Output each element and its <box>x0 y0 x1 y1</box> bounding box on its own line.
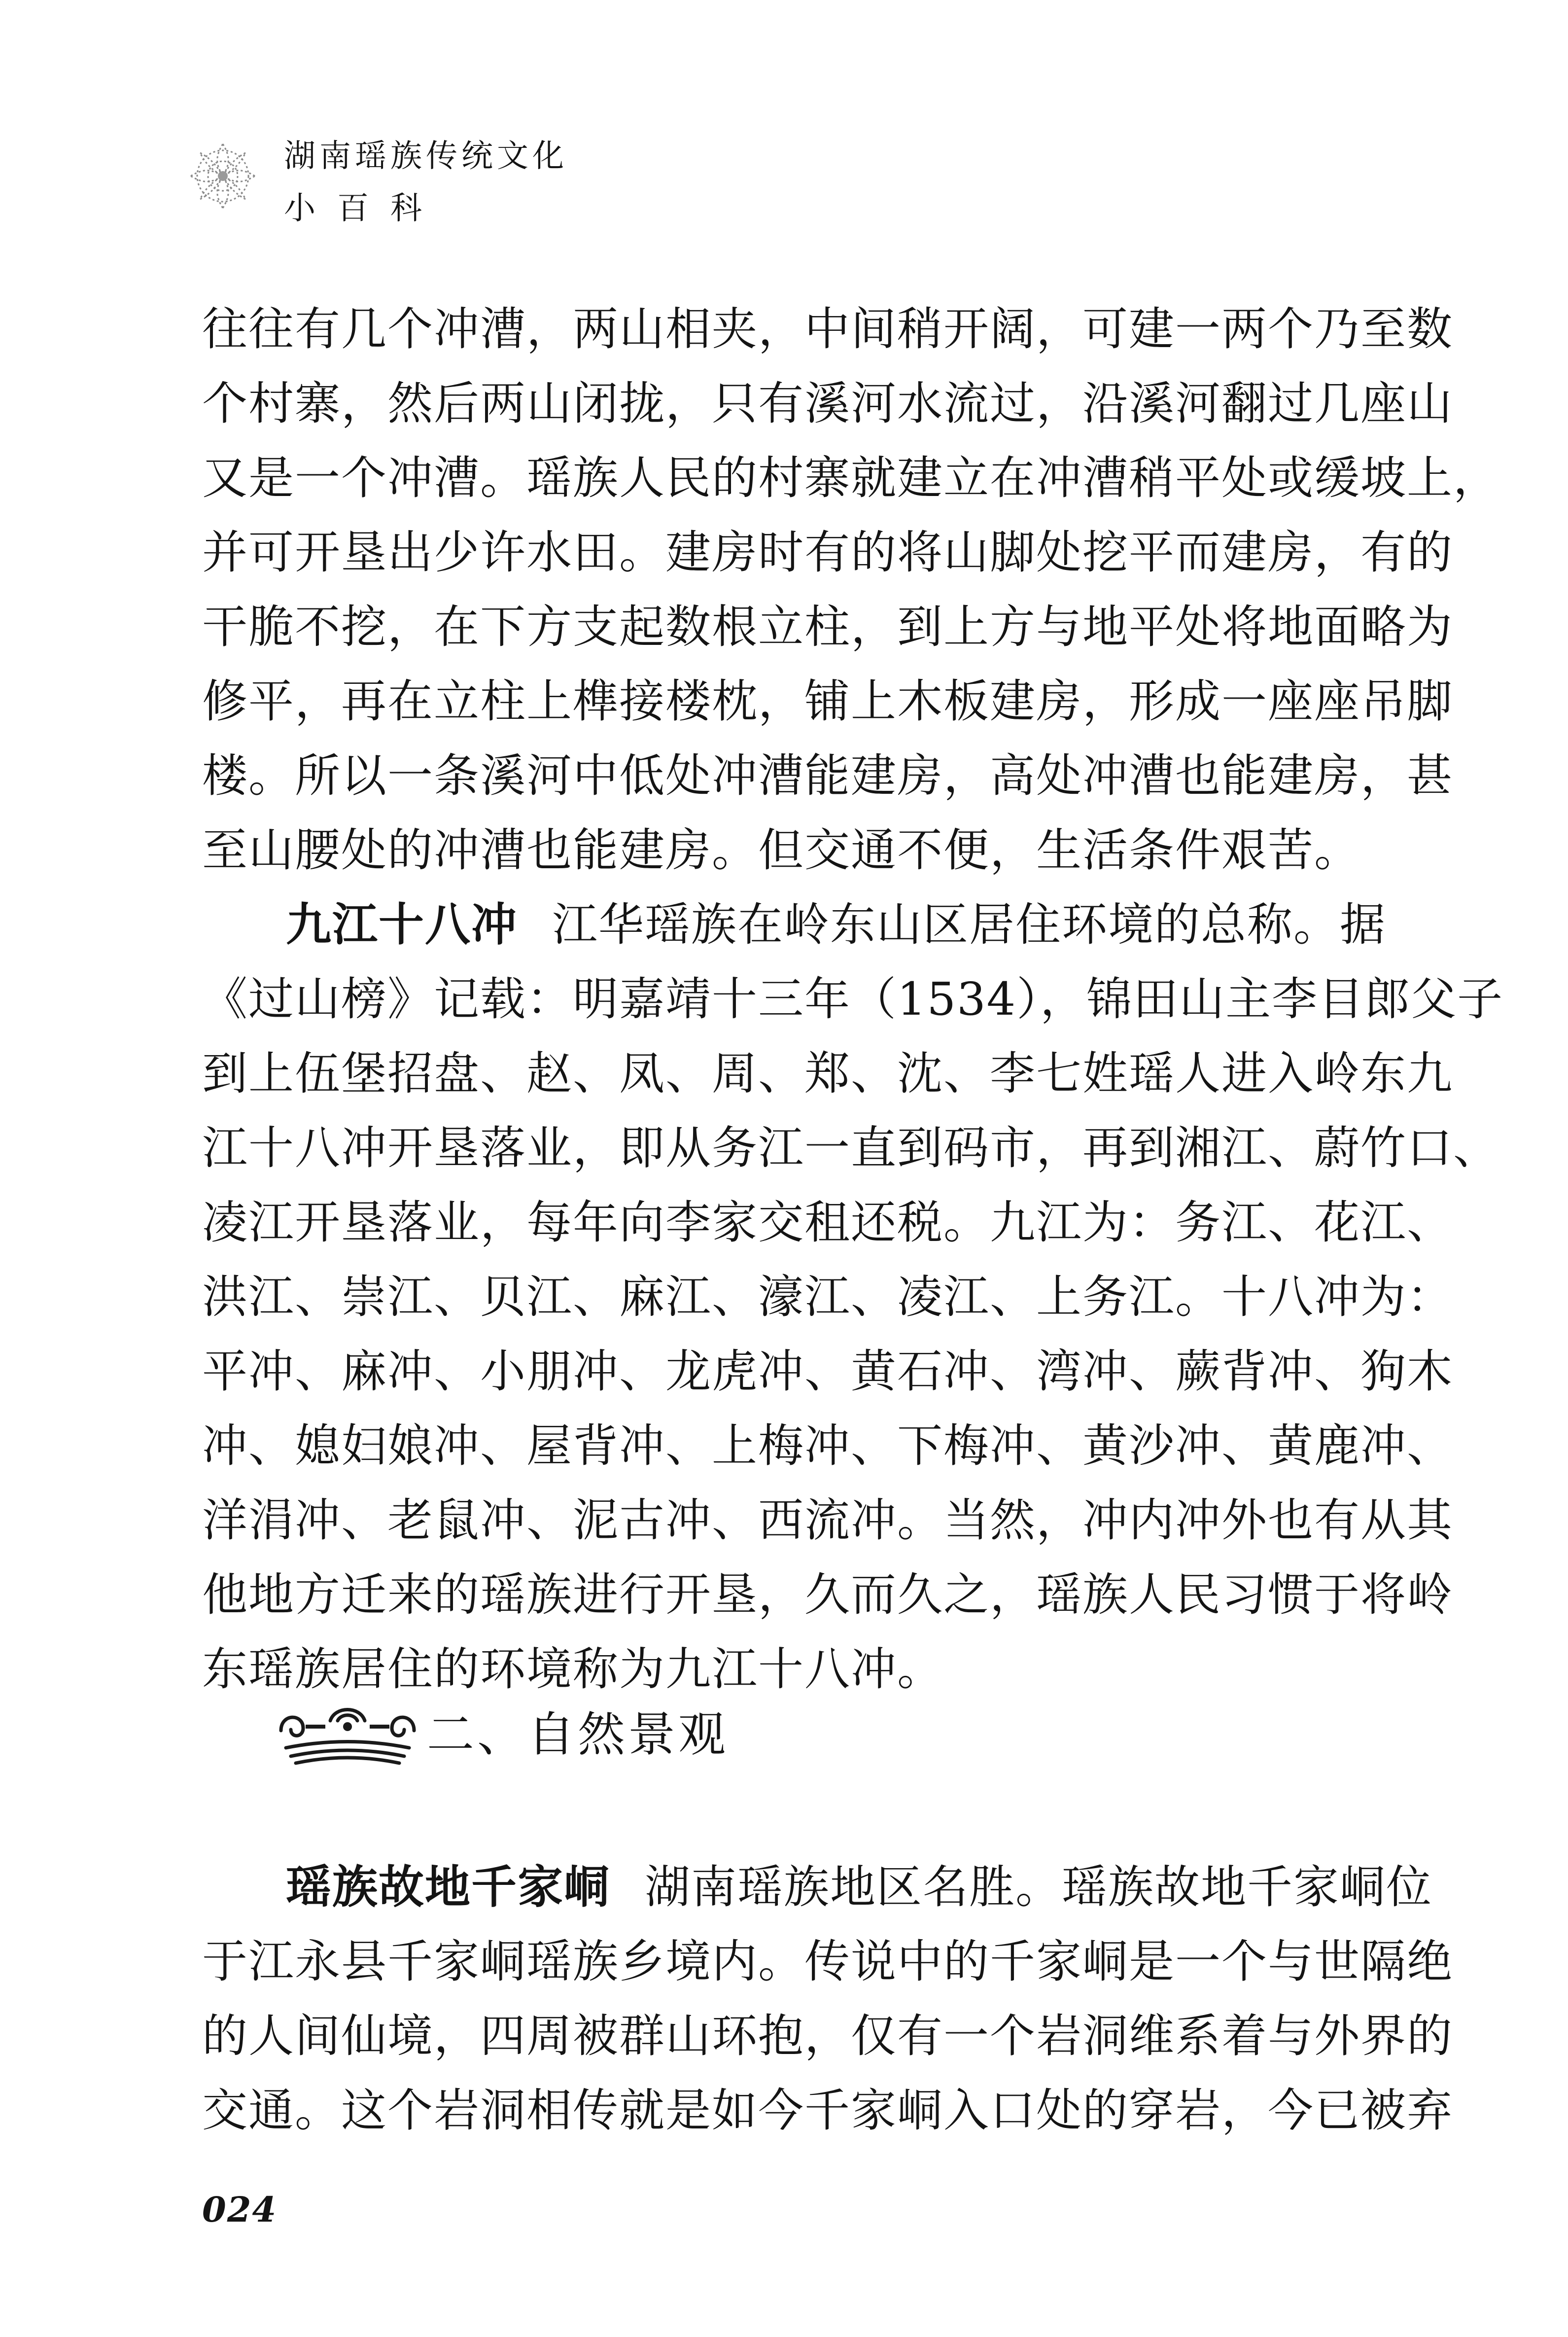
entry-definition-start: 湖南瑶族地区名胜。瑶族故地千家峒位 <box>645 1861 1433 1913</box>
text-line: 到上伍堡招盘、赵、凤、周、郑、沈、李七姓瑶人进入岭东九 <box>202 1047 1454 1100</box>
book-title: 湖南瑶族传统文化 <box>284 138 568 175</box>
text-line: 于江永县千家峒瑶族乡境内。传说中的千家峒是一个与世隔绝 <box>202 1935 1454 1988</box>
text-line: 修平，再在立柱上榫接楼枕，铺上木板建房，形成一座座吊脚 <box>202 675 1454 728</box>
section-title: 二、自然景观 <box>427 1707 729 1762</box>
text-line: 凌江开垦落业，每年向李家交租还税。九江为：务江、花江、 <box>202 1196 1454 1249</box>
text-line: 他地方迁来的瑶族进行开垦，久而久之，瑶族人民习惯于将岭 <box>202 1568 1454 1621</box>
text-line: 往往有几个冲漕，两山相夹，中间稍开阔，可建一两个乃至数 <box>202 303 1454 355</box>
text-line: 《过山榜》记载：明嘉靖十三年（1534），锦田山主李目郎父子 <box>202 973 1504 1026</box>
cloud-scroll-ornament-icon <box>276 1701 419 1765</box>
entry-term: 瑶族故地千家峒 <box>286 1861 611 1913</box>
book-subtitle: 小百科 <box>284 190 444 227</box>
text-line: 平冲、麻冲、小朋冲、龙虎冲、黄石冲、湾冲、蕨背冲、狗木 <box>202 1345 1454 1398</box>
paragraph-continuation <box>202 292 1500 887</box>
text-line: 洋涓冲、老鼠冲、泥古冲、西流冲。当然，冲内冲外也有从其 <box>202 1494 1454 1547</box>
entry-jiujiang-shibachong <box>202 887 1504 1706</box>
entry-definition-start: 江华瑶族在岭东山区居住环境的总称。据 <box>552 898 1387 951</box>
entry-qianjiadong <box>202 1850 1454 2148</box>
running-header <box>177 118 621 237</box>
text-line: 洪江、崇江、贝江、麻江、濠江、凌江、上务江。十八冲为： <box>202 1271 1454 1323</box>
section-heading <box>276 1696 868 1770</box>
entry-first-line <box>202 887 1387 962</box>
text-line: 并可开垦出少许水田。建房时有的将山脚处挖平而建房，有的 <box>202 526 1454 579</box>
floral-emblem-icon <box>183 134 262 218</box>
entry-first-line <box>202 1850 1433 1924</box>
text-line: 又是一个冲漕。瑶族人民的村寨就建立在冲漕稍平处或缓坡上， <box>202 452 1500 504</box>
text-line: 冲、媳妇娘冲、屋背冲、上梅冲、下梅冲、黄沙冲、黄鹿冲、 <box>202 1419 1454 1472</box>
text-line: 至山腰处的冲漕也能建房。但交通不便，生活条件艰苦。 <box>202 824 1361 877</box>
text-line: 个村寨，然后两山闭拢，只有溪河水流过，沿溪河翻过几座山 <box>202 377 1454 430</box>
page-number: 024 <box>202 2189 278 2230</box>
text-line: 交通。这个岩洞相传就是如今千家峒入口处的穿岩，今已被弃 <box>202 2084 1454 2137</box>
text-line: 干脆不挖，在下方支起数根立柱，到上方与地平处将地面略为 <box>202 601 1454 653</box>
text-line: 楼。所以一条溪河中低处冲漕能建房，高处冲漕也能建房，甚 <box>202 749 1454 802</box>
text-line: 东瑶族居住的环境称为九江十八冲。 <box>202 1643 944 1696</box>
text-line: 江十八冲开垦落业，即从务江一直到码市，再到湘江、蔚竹口、 <box>202 1122 1500 1174</box>
entry-term: 九江十八冲 <box>286 898 518 951</box>
text-line: 的人间仙境，四周被群山环抱，仅有一个岩洞维系着与外界的 <box>202 2010 1454 2062</box>
